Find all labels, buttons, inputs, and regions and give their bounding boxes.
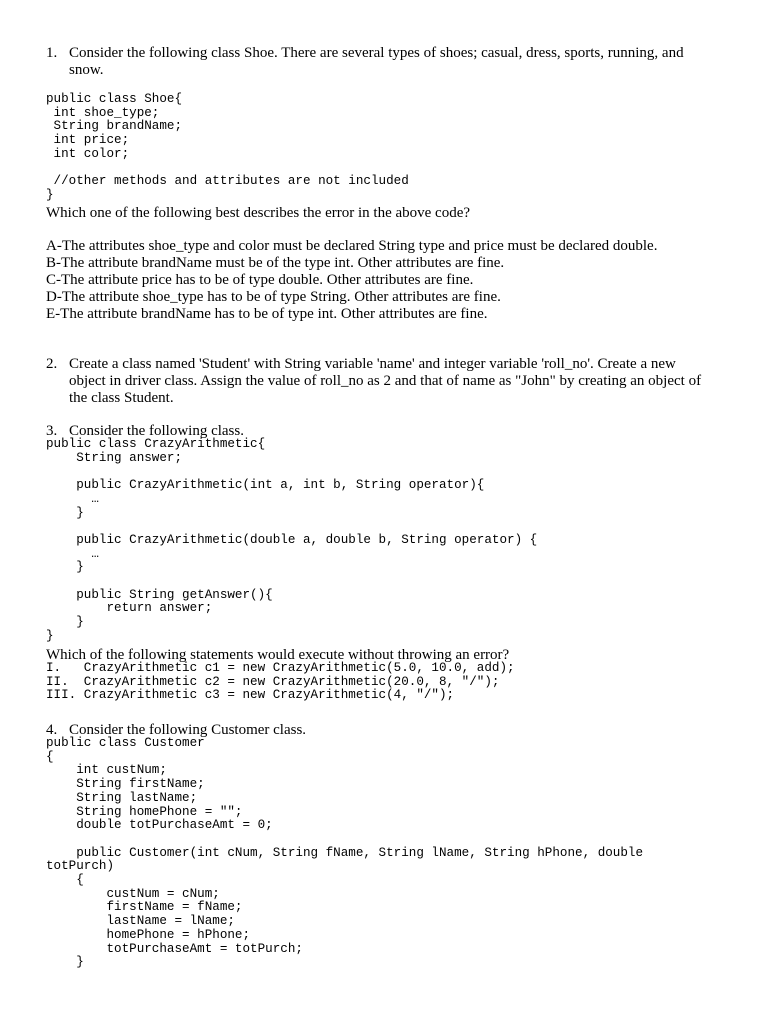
question-3-prompt: Which of the following statements would execute without throwing an error? [46, 647, 510, 663]
option-c: C-The attribute price has to be of type double. Other attributes are fine. [46, 272, 474, 288]
shoe-class-code: public class Shoe{ int shoe_type; String brandName; int price; int color; //other methods and attributes are not included } [46, 92, 409, 202]
question-4-number: 4. [46, 722, 58, 738]
question-1-number: 1. [46, 45, 58, 61]
option-e: E-The attribute brandName has to be of type int. Other attributes are fine. [46, 306, 488, 322]
option-a: A-The attributes shoe_type and color must be declared String type and price must be declared double. [46, 238, 658, 254]
question-2-number: 2. [46, 356, 58, 372]
question-3-number: 3. [46, 423, 58, 439]
question-3-text: Consider the following class. [69, 423, 244, 439]
question-1-options [46, 238, 657, 323]
question-1-prompt: Which one of the following best describes the error in the above code? [46, 205, 471, 221]
option-d: D-The attribute shoe_type has to be of type String. Other attributes are fine. [46, 289, 501, 305]
question-4-text: Consider the following Customer class. [69, 722, 307, 738]
customer-class-code: public class Customer { int custNum; String firstName; String lastName; String homePhone = ""; double totPurchaseAmt = 0; public Customer(int cNum, String fName, String lName, String hPhone, double totPurch) { custNum = cNum; firstName = fName; lastName = lName; homePhone = hPhone; totPurchaseAmt = totPurch; } [46, 736, 644, 970]
question-3-statements: I. CrazyArithmetic c1 = new CrazyArithmetic(5.0, 10.0, add); II. CrazyArithmetic c2 = new CrazyArithmetic(20.0, 8, "/"); III. CrazyArithmetic c3 = new CrazyArithmetic(4, "/"); [46, 661, 515, 703]
question-1-text: Consider the following class Shoe. There are several types of shoes; casual, dress, sports, running, and snow. [69, 45, 684, 78]
crazy-arithmetic-code: public class CrazyArithmetic{ String answer; public CrazyArithmetic(int a, int b, String operator){ … } public CrazyArithmetic(double a, double b, String operator) { … } public String getAnswer(){ return answer; } } [46, 437, 538, 643]
option-b: B-The attribute brandName must be of the type int. Other attributes are fine. [46, 255, 505, 271]
question-2 [46, 356, 712, 407]
question-2-text: Create a class named 'Student' with String variable 'name' and integer variable 'roll_no'. Create a new object in driver class. Assign the value of roll_no as 2 and that of name as "John" by creating an object of the class Student. [69, 356, 702, 406]
question-1 [46, 45, 712, 79]
